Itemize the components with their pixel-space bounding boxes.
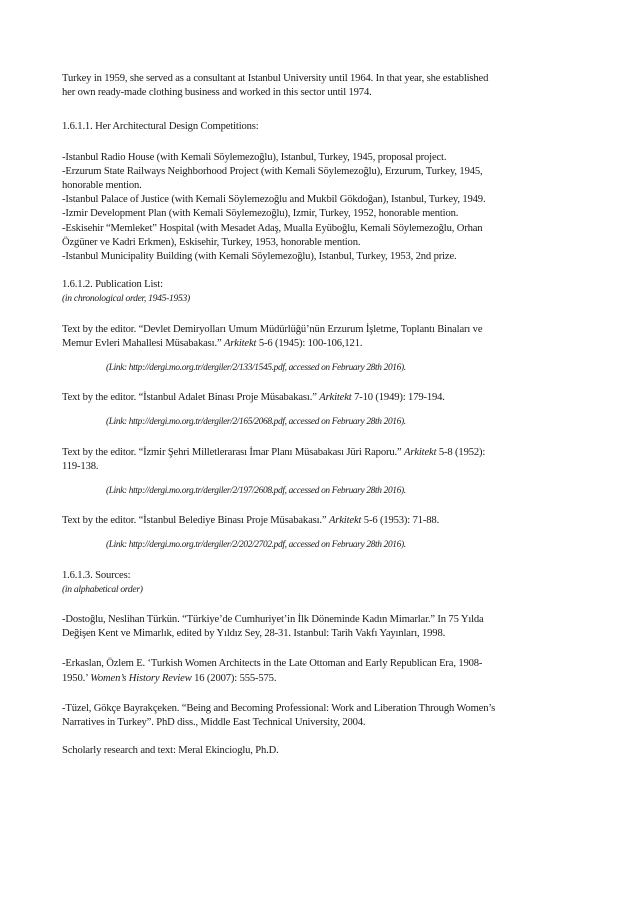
list-item: -Istanbul Radio House (with Kemali Söylemezoğlu), Istanbul, Turkey, 1945, proposal project. xyxy=(62,151,447,163)
publication-entry xyxy=(62,514,572,528)
document-page xyxy=(62,72,572,759)
credit-line: Scholarly research and text: Meral Ekincioglu, Ph.D. xyxy=(62,745,279,757)
publication-text: Text by the editor. “İstanbul Adalet Binası Proje Müsabakası.” xyxy=(62,392,320,404)
publication-entry xyxy=(62,391,572,405)
source-text: -Erkaslan, Özlem E. ‘Turkish Women Architects in the Late Ottoman and Early Republican Era, 1908- xyxy=(62,658,483,670)
publication-text: 5-8 (1952): xyxy=(436,446,486,458)
list-item: -Istanbul Palace of Justice (with Kemali Söylemezoğlu and Mukbil Gökdoğan), Istanbul, Turkey, 1949. xyxy=(62,194,486,206)
publication-text: 5-6 (1945): 100-106,121. xyxy=(256,337,363,349)
intro-line: her own ready-made clothing business and worked in this sector until 1974. xyxy=(62,87,372,99)
list-item: -Erzurum State Railways Neighborhood Project (with Kemali Söylemezoğlu), Erzurum, Turkey, 1945, xyxy=(62,165,483,177)
publication-text: 119-138. xyxy=(62,460,99,472)
source-text: 1950.’ xyxy=(62,672,91,684)
source-entry xyxy=(62,657,572,685)
publication-entry xyxy=(62,323,572,351)
journal-title: Arkitekt xyxy=(328,515,362,527)
publications-heading: 1.6.1.2. Publication List: xyxy=(62,279,163,291)
publication-link[interactable]: (Link: http://dergi.mo.org.tr/dergiler/2/197/2608.pdf, accessed on February 28th 2016). xyxy=(106,486,406,497)
journal-title: Women’s History Review xyxy=(90,672,192,684)
publication-text: Text by the editor. “İstanbul Belediye Binası Proje Müsabakası.” xyxy=(62,515,329,527)
source-text: Değişen Kent ve Mimarlık, edited by Yıldız Sey, 28-31. Istanbul: Tarih Vakfı Yayınları, 1998. xyxy=(62,628,446,640)
list-item: Özgüner ve Kadri Erkmen), Eskisehir, Turkey, 1953, honorable mention. xyxy=(62,236,361,248)
sources-note: (in alphabetical order) xyxy=(62,583,143,595)
publication-text: 5-6 (1953): 71-88. xyxy=(361,515,440,527)
list-item: -Eskisehir “Memleket” Hospital (with Mesadet Adaş, Mualla Eyüboğlu, Kemali Söylemezoğlu, Orhan xyxy=(62,222,483,234)
publication-text: 7-10 (1949): 179-194. xyxy=(351,392,445,404)
journal-title: Arkitekt xyxy=(319,392,352,404)
publication-text: Text by the editor. “İzmir Şehri Milletlerarası İmar Planı Müsabakası Jüri Raporu.” xyxy=(62,446,405,458)
source-entry xyxy=(62,613,572,641)
list-item: honorable mention. xyxy=(62,180,142,192)
publications-note: (in chronological order, 1945-1953) xyxy=(62,293,190,305)
source-text: -Dostoğlu, Neslihan Türkün. “Türkiye’de Cumhuriyet’in İlk Döneminde Kadın Mimarlar.” In 75 Yılda xyxy=(62,614,484,626)
list-item: -Izmir Development Plan (with Kemali Söylemezoğlu), Izmir, Turkey, 1952, honorable mention. xyxy=(62,208,459,220)
journal-title: Arkitekt xyxy=(404,446,437,458)
publication-text: Memur Evleri Mahallesi Müsabakası.” xyxy=(62,337,224,349)
publication-link[interactable]: (Link: http://dergi.mo.org.tr/dergiler/2/165/2068.pdf, accessed on February 28th 2016). xyxy=(106,417,406,428)
publication-link[interactable]: (Link: http://dergi.mo.org.tr/dergiler/2/133/1545.pdf, accessed on February 28th 2016). xyxy=(106,363,406,374)
source-text: 16 (2007): 555-575. xyxy=(191,672,277,684)
publication-text: Text by the editor. “Devlet Demiryolları Umum Müdürlüğü’nün Erzurum İşletme, Toplantı Binaları ve xyxy=(62,323,483,335)
publication-entry xyxy=(62,446,572,474)
competitions-heading: 1.6.1.1. Her Architectural Design Competitions: xyxy=(62,121,259,133)
source-text: -Tüzel, Gökçe Bayrakçeken. “Being and Becoming Professional: Work and Liberation Through Women’s xyxy=(62,702,496,714)
sources-heading: 1.6.1.3. Sources: xyxy=(62,569,131,581)
journal-title: Arkitekt xyxy=(224,337,257,349)
list-item: -Istanbul Municipality Building (with Kemali Söylemezoğlu), Istanbul, Turkey, 1953, 2nd prize. xyxy=(62,251,457,263)
source-entry xyxy=(62,702,572,730)
competitions-list xyxy=(62,151,572,265)
intro-line: Turkey in 1959, she served as a consultant at Istanbul University until 1964. In that year, she established xyxy=(62,73,489,84)
publication-link[interactable]: (Link: http://dergi.mo.org.tr/dergiler/2/202/2702.pdf, accessed on February 28th 2016). xyxy=(106,540,406,551)
source-text: Narratives in Turkey”. PhD diss., Middle East Technical University, 2004. xyxy=(62,717,366,729)
